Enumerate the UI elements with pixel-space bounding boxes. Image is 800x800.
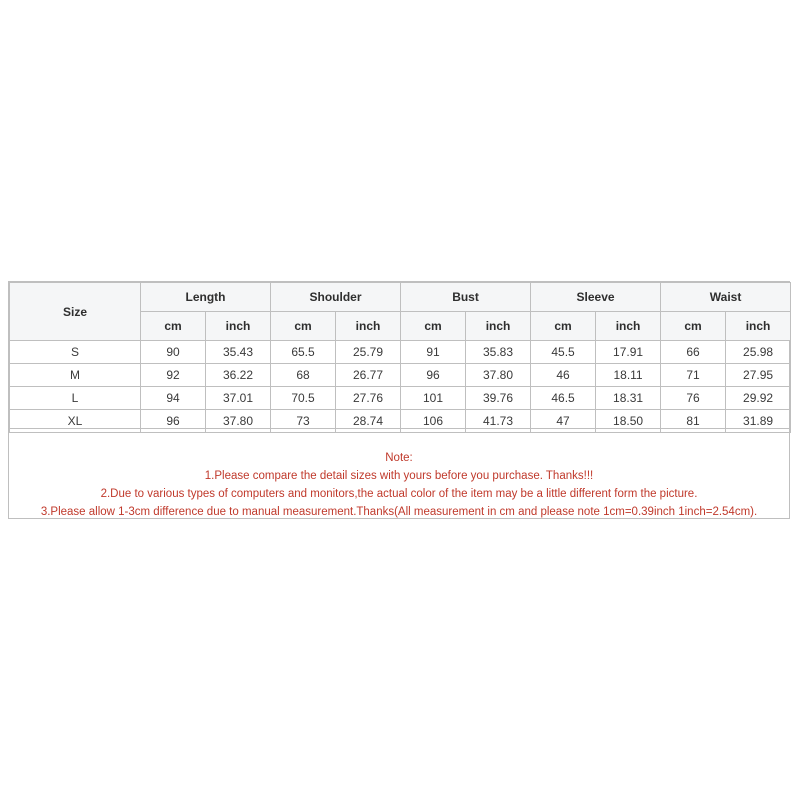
size-cell: S — [10, 341, 141, 364]
size-table — [9, 282, 791, 433]
length-cm-cell: 90 — [141, 341, 206, 364]
table-row — [10, 341, 791, 364]
size-cell: XL — [10, 410, 141, 433]
bust-inch-cell: 35.83 — [466, 341, 531, 364]
shoulder-cm-cell: 73 — [271, 410, 336, 433]
unit-inch-header: inch — [596, 312, 661, 341]
shoulder-inch-cell: 25.79 — [336, 341, 401, 364]
size-cell: L — [10, 387, 141, 410]
shoulder-cm-cell: 65.5 — [271, 341, 336, 364]
waist-header: Waist — [661, 283, 791, 312]
unit-inch-header: inch — [466, 312, 531, 341]
waist-cm-cell: 76 — [661, 387, 726, 410]
length-cm-cell: 94 — [141, 387, 206, 410]
waist-inch-cell: 25.98 — [726, 341, 791, 364]
length-cm-cell: 92 — [141, 364, 206, 387]
length-inch-cell: 36.22 — [206, 364, 271, 387]
waist-inch-cell: 29.92 — [726, 387, 791, 410]
shoulder-inch-cell: 27.76 — [336, 387, 401, 410]
sleeve-cm-cell: 45.5 — [531, 341, 596, 364]
bust-cm-cell: 91 — [401, 341, 466, 364]
waist-cm-cell: 81 — [661, 410, 726, 433]
table-row — [10, 387, 791, 410]
unit-cm-header: cm — [661, 312, 726, 341]
size-chart — [8, 281, 790, 519]
sleeve-inch-cell: 18.31 — [596, 387, 661, 410]
unit-inch-header: inch — [206, 312, 271, 341]
size-column-header: Size — [10, 283, 141, 341]
bust-cm-cell: 106 — [401, 410, 466, 433]
length-inch-cell: 35.43 — [206, 341, 271, 364]
bust-header: Bust — [401, 283, 531, 312]
sleeve-header: Sleeve — [531, 283, 661, 312]
waist-cm-cell: 71 — [661, 364, 726, 387]
length-inch-cell: 37.80 — [206, 410, 271, 433]
sleeve-cm-cell: 46.5 — [531, 387, 596, 410]
unit-inch-header: inch — [336, 312, 401, 341]
shoulder-header: Shoulder — [271, 283, 401, 312]
bust-inch-cell: 37.80 — [466, 364, 531, 387]
header-group-row — [10, 283, 791, 312]
note-line-3: 3.Please allow 1-3cm difference due to manual measurement.Thanks(All measurement in cm and please note 1cm=0.39inch 1inch=2.54cm). — [40, 506, 758, 518]
note-line-2: 2.Due to various types of computers and monitors,the actual color of the item may be a little different form the picture. — [100, 488, 698, 500]
sleeve-inch-cell: 17.91 — [596, 341, 661, 364]
length-header: Length — [141, 283, 271, 312]
unit-cm-header: cm — [141, 312, 206, 341]
unit-cm-header: cm — [401, 312, 466, 341]
size-cell: M — [10, 364, 141, 387]
unit-cm-header: cm — [271, 312, 336, 341]
bust-inch-cell: 41.73 — [466, 410, 531, 433]
waist-cm-cell: 66 — [661, 341, 726, 364]
unit-inch-header: inch — [726, 312, 791, 341]
waist-inch-cell: 27.95 — [726, 364, 791, 387]
bust-cm-cell: 101 — [401, 387, 466, 410]
sleeve-inch-cell: 18.11 — [596, 364, 661, 387]
bust-inch-cell: 39.76 — [466, 387, 531, 410]
length-inch-cell: 37.01 — [206, 387, 271, 410]
shoulder-cm-cell: 70.5 — [271, 387, 336, 410]
sleeve-cm-cell: 47 — [531, 410, 596, 433]
length-cm-cell: 96 — [141, 410, 206, 433]
waist-inch-cell: 31.89 — [726, 410, 791, 433]
table-row — [10, 364, 791, 387]
unit-cm-header: cm — [531, 312, 596, 341]
note-line-1: 1.Please compare the detail sizes with yours before you purchase. Thanks!!! — [204, 470, 594, 482]
shoulder-cm-cell: 68 — [271, 364, 336, 387]
sleeve-cm-cell: 46 — [531, 364, 596, 387]
bust-cm-cell: 96 — [401, 364, 466, 387]
notes-title: Note: — [385, 452, 413, 464]
shoulder-inch-cell: 26.77 — [336, 364, 401, 387]
notes-section — [9, 428, 789, 518]
sleeve-inch-cell: 18.50 — [596, 410, 661, 433]
shoulder-inch-cell: 28.74 — [336, 410, 401, 433]
